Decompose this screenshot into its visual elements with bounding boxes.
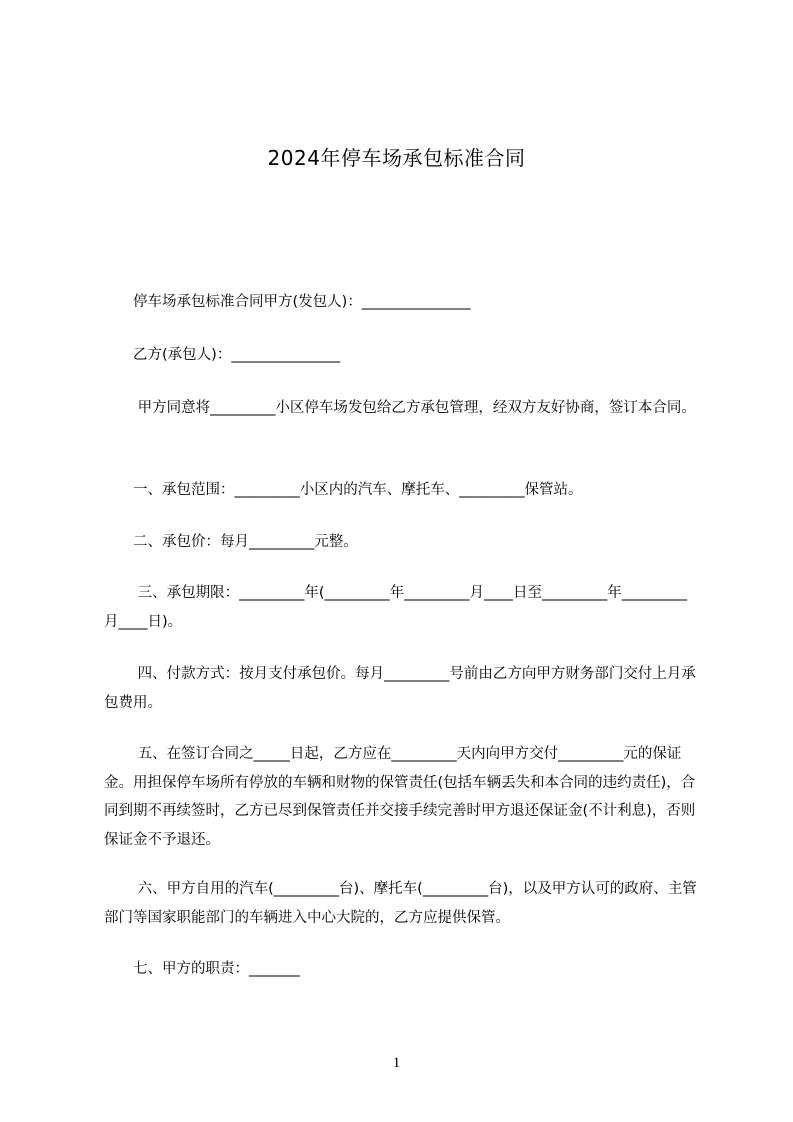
clause-6-vehicles: 六、甲方自用的汽车(_________台)、摩托车(_________台)，以及甲方认可的政府、主管部门等国家职能部门的车辆进入中心大院的，乙方应提供保管。 [104,881,697,926]
intro-paragraph: 甲方同意将_________小区停车场发包给乙方承包管理，经双方友好协商，签订本合同。 [104,400,696,416]
clause-4-payment: 四、付款方式：按月支付承包价。每月_________号前由乙方向甲方财务部门交付上月承包费用。 [104,666,696,711]
clause-3-term: 三、承包期限：_________年(_________年_________月____日至_________年_________月____日)。 [104,585,688,630]
clause-7-duties: 七、甲方的职责：_______ [104,961,300,977]
clause-5-deposit: 五、在签订合同之_____日起，乙方应在_________天内向甲方交付_________元的保证金。用担保停车场所有停放的车辆和财物的保管责任(包括车辆丢失和本合同的违约责任)，合同到期不再续签时，乙方已尽到保管责任并交接手续完善时甲方退还保证金(不计利息)，否则保证金不予退还。 [104,746,696,848]
party-b-line: 乙方(承包人)：_______________ [104,347,341,363]
clause-1-scope: 一、承包范围：_________小区内的汽车、摩托车、_________保管站。 [104,482,583,498]
document-title: 2024年停车场承包标准合同 [267,146,526,170]
party-a-line: 停车场承包标准合同甲方(发包人)：_______________ [104,294,471,310]
page-number: 1 [392,1055,401,1071]
clause-2-price: 二、承包价：每月_________元整。 [104,534,358,550]
